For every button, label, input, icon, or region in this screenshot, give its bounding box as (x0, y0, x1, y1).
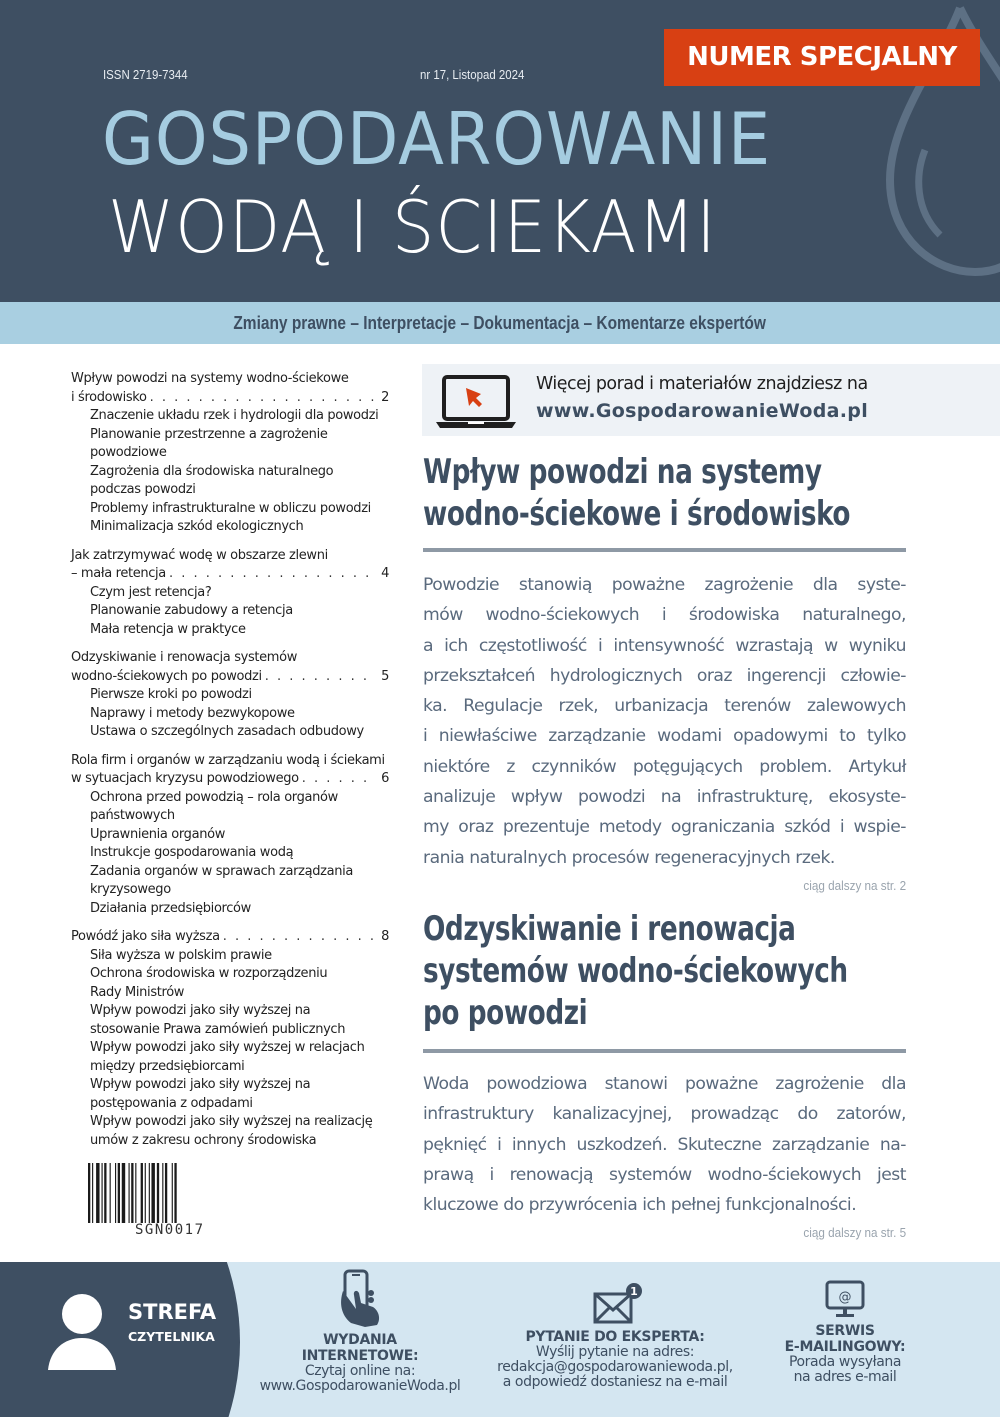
barcode-bar (162, 1163, 163, 1223)
reader-zone-subtitle: CZYTELNIKA (128, 1329, 215, 1344)
toc-subentry[interactable]: Ochrona środowiska w rozporządzeniu (90, 966, 328, 981)
toc-subentry[interactable]: Znaczenie układu rzek i hydrologii dla powodzi (90, 408, 379, 423)
toc-subentry[interactable]: Planowanie zabudowy a retencja (90, 603, 293, 618)
user-icon (46, 1292, 118, 1372)
toc-entry-title[interactable]: Odzyskiwanie i renowacja systemów (71, 650, 297, 665)
reader-zone-footer (0, 1262, 1000, 1417)
article-lead-line: Powodzie stanowią poważne zagrożenie dla syste- (423, 575, 906, 595)
article-lead-line: przekształceń hydrologicznych oraz ingerencji człowie- (423, 665, 906, 686)
phone-hand-icon (337, 1269, 383, 1329)
article-lead-line: i niewłaściwe zarządzanie wodami opadowymi to tylko (423, 726, 906, 747)
toc-section (71, 649, 389, 742)
article-lead-line: niektóre z czynników potęgujących problem. Artykuł (423, 756, 906, 777)
toc-subentry[interactable]: Siła wyższa w polskim prawie (90, 947, 272, 963)
toc-entry-title[interactable]: Wpływ powodzi na systemy wodno-ściekowe (71, 371, 349, 386)
toc-subentry[interactable]: podczas powodzi (90, 482, 196, 497)
article-title-line: po powodzi (423, 993, 588, 1033)
toc-entry[interactable] (71, 389, 389, 408)
barcode-bar (92, 1163, 93, 1223)
toc-entry-title: – mała retencja (71, 566, 166, 581)
barcode-bar (96, 1163, 99, 1223)
toc-entry-title: w sytuacjach kryzysu powodziowego (71, 771, 299, 786)
tagline: Zmiany prawne – Interpretacje – Dokumentacja – Komentarze ekspertów (233, 313, 767, 333)
article-lead-line: a ich częstotliwość i intensywność wzrastają w wyniku (423, 635, 906, 656)
dot-leader (150, 389, 376, 408)
monitor-at-icon (824, 1280, 866, 1320)
toc-subentry[interactable]: Wpływ powodzi jako siły wyższej na realizację (90, 1114, 373, 1129)
toc-entry-title: wodno-ściekowych po powodzi (71, 668, 262, 684)
footer-text: a odpowiedź dostaniesz na e-mail (502, 1374, 728, 1390)
footer-text: Czytaj online na: (304, 1363, 416, 1379)
barcode-bar (172, 1163, 173, 1223)
toc-entry[interactable] (71, 668, 389, 687)
toc-section (71, 928, 389, 1150)
article-divider (423, 1049, 906, 1053)
toc-subentry[interactable]: Wpływ powodzi jako siły wyższej na (90, 1003, 311, 1018)
barcode-bar (115, 1163, 116, 1223)
article-2-title (423, 908, 848, 1034)
toc-subentry[interactable]: postępowania z odpadami (90, 1095, 253, 1111)
toc-entry-title: i środowisko (71, 389, 147, 405)
article-divider (423, 548, 906, 552)
dot-leader (265, 668, 375, 687)
toc-subentry[interactable]: Ochrona przed powodzią – rola organów (90, 789, 338, 805)
envelope-notification-icon (585, 1282, 645, 1326)
toc-subentry[interactable]: państwowych (90, 808, 175, 823)
article-lead-line: rania naturalnych procesów regeneracyjnych rzek. (423, 847, 835, 868)
article-lead-line: infrastruktury kanalizacyjnej, prowadząc do zatorów, (423, 1104, 906, 1125)
article-lead-line: prawą i renowacją systemów wodno-ściekowych jest (423, 1164, 906, 1185)
barcode-bar (157, 1163, 159, 1223)
toc-subentry[interactable]: Ustawa o szczególnych zasadach odbudowy (90, 724, 364, 739)
toc-subentry[interactable]: Problemy infrastrukturalne w obliczu powodzi (90, 500, 371, 516)
footer-heading: PYTANIE DO EKSPERTA: (525, 1329, 705, 1345)
toc-subentry[interactable]: powodziowe (90, 445, 167, 460)
issn-number: ISSN 2719-7344 (103, 67, 188, 82)
toc-subentry[interactable]: kryzysowego (90, 882, 171, 897)
toc-entry[interactable] (71, 928, 389, 947)
footer-ask-expert[interactable] (490, 1282, 740, 1390)
toc-page-number: 2 (381, 389, 389, 405)
footer-text: Wyślij pytanie na adres: (535, 1344, 695, 1360)
toc-subentry[interactable]: Instrukcje gospodarowania wodą (90, 845, 294, 860)
magazine-title-line-2: WODĄ I ŚCIEKAMI (108, 185, 717, 269)
dot-leader (169, 565, 375, 584)
issue-date: nr 17, Listopad 2024 (420, 67, 525, 82)
article-lead-line: analizuje wpływ powodzi na infrastrukturę, ekosyste- (423, 787, 906, 808)
toc-subentry[interactable]: Działania przedsiębiorców (90, 900, 251, 916)
toc-subentry[interactable]: Uprawnienia organów (90, 826, 225, 842)
svg-text:@: @ (838, 1290, 852, 1305)
special-issue-badge: NUMER SPECJALNY (664, 29, 980, 86)
barcode-bar (131, 1163, 133, 1223)
article-1-title (423, 451, 850, 535)
tagline-strip (0, 302, 1000, 344)
barcode-bar (135, 1163, 136, 1223)
toc-entry-title[interactable]: Jak zatrzymywać wodę w obszarze zlewni (71, 547, 328, 563)
article-lead-line: pęknięć i innych uszkodzeń. Skuteczne zarządzanie na- (423, 1134, 906, 1155)
barcode-bar (122, 1163, 125, 1223)
toc-section (71, 752, 389, 919)
toc-section (71, 547, 389, 640)
toc-subentry[interactable]: Wpływ powodzi jako siły wyższej na (90, 1077, 311, 1092)
magazine-title-line-1: GOSPODAROWANIE (102, 97, 772, 181)
footer-heading: WYDANIA (323, 1332, 397, 1348)
footer-link[interactable]: www.GospodarowanieWoda.pl (259, 1378, 461, 1394)
footer-text: na adres e-mail (793, 1369, 897, 1385)
footer-email-link[interactable]: redakcja@gospodarowaniewoda.pl, (497, 1359, 733, 1375)
article-lead-line: my oraz prezentuje metody ograniczania szkód i wspie- (423, 817, 906, 838)
barcode-bar (129, 1163, 130, 1223)
website-link[interactable]: www.GospodarowanieWoda.pl (536, 400, 869, 422)
footer-heading: SERWIS (815, 1323, 875, 1339)
article-2-continued[interactable]: ciąg dalszy na str. 5 (803, 1225, 906, 1240)
footer-heading: E-MAILINGOWY: (784, 1339, 906, 1355)
toc-subentry[interactable]: Czym jest retencja? (90, 584, 212, 600)
dot-leader (302, 770, 375, 789)
toc-entry-title: Powódź jako siła wyższa (71, 929, 220, 944)
toc-entry[interactable] (71, 770, 389, 789)
barcode (88, 1163, 202, 1223)
dot-leader (223, 928, 375, 947)
article-1-lead (423, 570, 906, 873)
toc-subentry[interactable]: Mała retencja w praktyce (90, 621, 246, 637)
footer-text: Porada wysyłana (788, 1354, 902, 1370)
article-2-lead (423, 1069, 906, 1220)
article-title-line: wodno-ściekowe i środowisko (423, 494, 851, 534)
article-lead-line: Woda powodziowa stanowi poważne zagrożenie dla (423, 1074, 906, 1094)
toc-subentry[interactable]: Planowanie przestrzenne a zagrożenie (90, 426, 328, 442)
toc-entry-title[interactable]: Rola firm i organów w zarządzaniu wodą i ściekami (71, 752, 385, 768)
reader-zone-title: STREFA (128, 1300, 217, 1324)
footer-online-editions[interactable] (245, 1269, 475, 1394)
toc-subentry[interactable]: stosowanie Prawa zamówień publicznych (90, 1021, 346, 1037)
toc-subentry[interactable]: Naprawy i metody bezwykopowe (90, 705, 295, 721)
article-title-line: systemów wodno-ściekowych (423, 951, 848, 991)
barcode-bar (88, 1163, 90, 1223)
barcode-bar (149, 1163, 150, 1223)
notification-count: 1 (630, 1285, 638, 1298)
toc-subentry[interactable]: Zagrożenia dla środowiska naturalnego (90, 463, 334, 479)
toc-subentry[interactable]: Wpływ powodzi jako siły wyższej w relacjach (90, 1040, 365, 1055)
barcode-bar (165, 1163, 167, 1223)
toc-entry[interactable] (71, 565, 389, 584)
barcode-bar (104, 1163, 106, 1223)
toc-page-number: 8 (381, 929, 389, 944)
barcode-bar (102, 1163, 103, 1223)
masthead (0, 0, 1000, 302)
toc-page-number: 5 (381, 668, 389, 684)
website-promo-box[interactable] (422, 364, 1000, 436)
barcode-bar (174, 1163, 176, 1223)
article-1-continued[interactable]: ciąg dalszy na str. 2 (803, 878, 906, 893)
barcode-bar (141, 1163, 143, 1223)
toc-subentry[interactable]: między przedsiębiorcami (90, 1058, 245, 1074)
barcode-number: SGN0017 (135, 1222, 205, 1238)
article-title-line: Wpływ powodzi na systemy (423, 452, 822, 492)
article-lead-line: ka. Regulacje rzek, urbanizacja terenów zalewowych (423, 696, 906, 717)
article-lead-line: kluczowe do przywrócenia ich pełnej funkcjonalności. (423, 1195, 857, 1216)
toc-subentry[interactable]: Minimalizacja szkód ekologicznych (90, 519, 304, 534)
toc-subentry[interactable]: Rady Ministrów (90, 984, 185, 1000)
footer-heading: INTERNETOWE: (301, 1348, 419, 1364)
footer-emailing-service[interactable] (770, 1280, 920, 1385)
toc-section (71, 370, 389, 537)
barcode-bar (145, 1163, 146, 1223)
article-title-line: Odzyskiwanie i renowacja (423, 909, 796, 949)
barcode-bar (110, 1163, 111, 1223)
toc-subentry[interactable]: Zadania organów w sprawach zarządzania (90, 863, 353, 879)
promo-text: Więcej porad i materiałów znajdziesz na (536, 373, 868, 394)
toc-page-number: 6 (381, 771, 389, 786)
laptop-cursor-icon (436, 374, 516, 430)
toc-subentry[interactable]: Pierwsze kroki po powodzi (90, 687, 252, 702)
article-lead-line: mów wodno-ściekowych i środowiska naturalnego, (423, 605, 906, 626)
toc-page-number: 4 (381, 566, 389, 581)
barcode-bar (151, 1163, 154, 1223)
table-of-contents (71, 370, 389, 1160)
toc-subentry[interactable]: umów z zakresu ochrony środowiska (90, 1132, 317, 1148)
barcode-bar (118, 1163, 120, 1223)
